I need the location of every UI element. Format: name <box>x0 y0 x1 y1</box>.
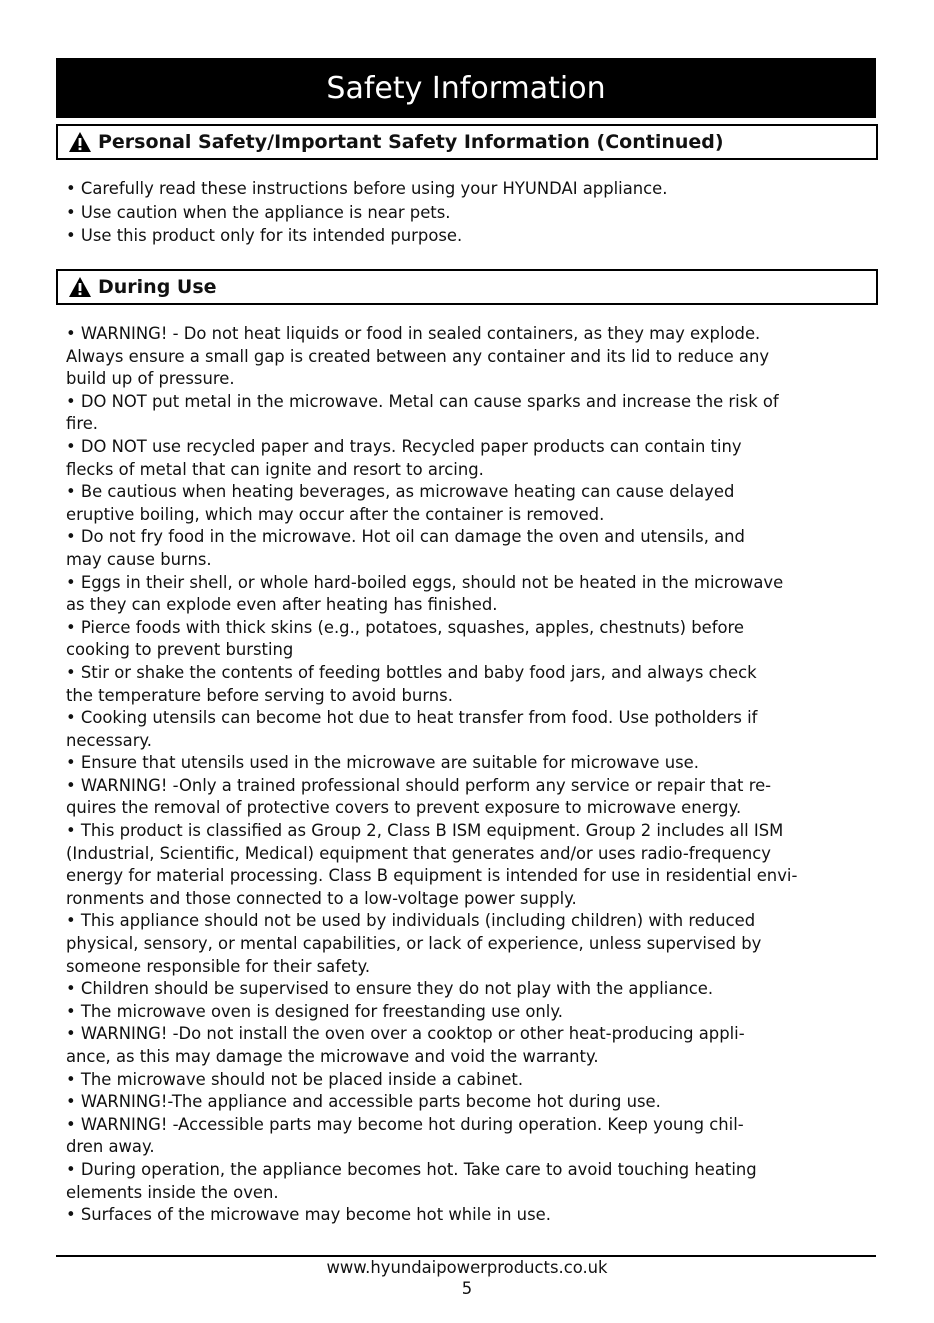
text-line: • The microwave oven is designed for freestanding use only. <box>66 1001 563 1021</box>
text-line: • WARNING!-The appliance and accessible parts become hot during use. <box>66 1092 661 1112</box>
text-line: build up of pressure. <box>66 369 235 389</box>
text-line: eruptive boiling, which may occur after the container is removed. <box>66 504 605 524</box>
text-line: someone responsible for their safety. <box>66 956 371 976</box>
footer-divider <box>56 1255 876 1257</box>
text-line: • WARNING! -Do not install the oven over a cooktop or other heat-producing appli- <box>66 1024 745 1044</box>
intro-bullet-list <box>66 177 667 248</box>
text-line: • Surfaces of the microwave may become hot while in use. <box>66 1205 551 1225</box>
text-line: • Be cautious when heating beverages, as microwave heating can cause delayed <box>66 482 735 502</box>
text-line: fire. <box>66 414 98 434</box>
list-item: • Use caution when the appliance is near pets. <box>66 202 451 222</box>
text-line: energy for material processing. Class B equipment is intended for use in residential envi- <box>66 866 798 886</box>
text-line: (Industrial, Scientific, Medical) equipment that generates and/or uses radio-frequency <box>66 843 771 863</box>
warning-icon <box>68 131 92 153</box>
text-line: • WARNING! -Only a trained professional should perform any service or repair that re- <box>66 775 772 795</box>
text-line: • WARNING! -Accessible parts may become hot during operation. Keep young chil- <box>66 1114 744 1134</box>
page-number: 5 <box>461 1279 473 1298</box>
text-line: • Children should be supervised to ensure they do not play with the appliance. <box>66 979 714 999</box>
text-line: • Do not fry food in the microwave. Hot oil can damage the oven and utensils, and <box>66 527 745 547</box>
text-line: • DO NOT put metal in the microwave. Metal can cause sparks and increase the risk of <box>66 391 779 411</box>
text-line: Always ensure a small gap is created between any container and its lid to reduce any <box>66 346 770 366</box>
text-line: dren away. <box>66 1137 155 1157</box>
text-line: flecks of metal that can ignite and resort to arcing. <box>66 459 484 479</box>
text-line: elements inside the oven. <box>66 1182 279 1202</box>
text-line: • The microwave should not be placed inside a cabinet. <box>66 1069 524 1089</box>
text-line: quires the removal of protective covers to prevent exposure to microwave energy. <box>66 798 742 818</box>
page-title: Safety Information <box>326 70 606 106</box>
text-line: physical, sensory, or mental capabilities, or lack of experience, unless supervised by <box>66 934 762 954</box>
section-heading-text: Personal Safety/Important Safety Information (Continued) <box>98 131 724 153</box>
section-heading-during-use <box>56 269 878 305</box>
text-line: necessary. <box>66 730 153 750</box>
text-line: • Pierce foods with thick skins (e.g., potatoes, squashes, apples, chestnuts) before <box>66 617 744 637</box>
text-line: • WARNING! - Do not heat liquids or food in sealed containers, as they may explode. <box>66 324 761 343</box>
during-use-text <box>66 323 866 1227</box>
text-line: • DO NOT use recycled paper and trays. Recycled paper products can contain tiny <box>66 436 742 456</box>
warning-icon <box>68 276 92 298</box>
text-line: • Stir or shake the contents of feeding bottles and baby food jars, and always check <box>66 662 757 682</box>
text-line: may cause burns. <box>66 549 212 569</box>
section-heading-text: During Use <box>98 276 217 298</box>
text-line: ronments and those connected to a low-voltage power supply. <box>66 888 577 908</box>
page-title-bar <box>56 58 876 118</box>
list-item: • Use this product only for its intended purpose. <box>66 226 463 245</box>
text-line: • Eggs in their shell, or whole hard-boiled eggs, should not be heated in the microwave <box>66 572 784 592</box>
text-line: as they can explode even after heating has finished. <box>66 595 498 615</box>
text-line: • During operation, the appliance becomes hot. Take care to avoid touching heating <box>66 1159 757 1179</box>
text-line: • Cooking utensils can become hot due to heat transfer from food. Use potholders if <box>66 708 758 728</box>
section-heading-personal-safety <box>56 124 878 160</box>
text-line: • Ensure that utensils used in the microwave are suitable for microwave use. <box>66 753 699 773</box>
footer-url: www.hyundaipowerproducts.co.uk <box>326 1258 608 1277</box>
text-line: the temperature before serving to avoid burns. <box>66 685 453 705</box>
text-line: • This product is classified as Group 2, Class B ISM equipment. Group 2 includes all ISM <box>66 821 784 841</box>
list-item: • Carefully read these instructions before using your HYUNDAI appliance. <box>66 179 668 198</box>
text-line: ance, as this may damage the microwave and void the warranty. <box>66 1047 599 1066</box>
text-line: • This appliance should not be used by individuals (including children) with reduced <box>66 911 756 931</box>
text-line: cooking to prevent bursting <box>66 640 294 660</box>
